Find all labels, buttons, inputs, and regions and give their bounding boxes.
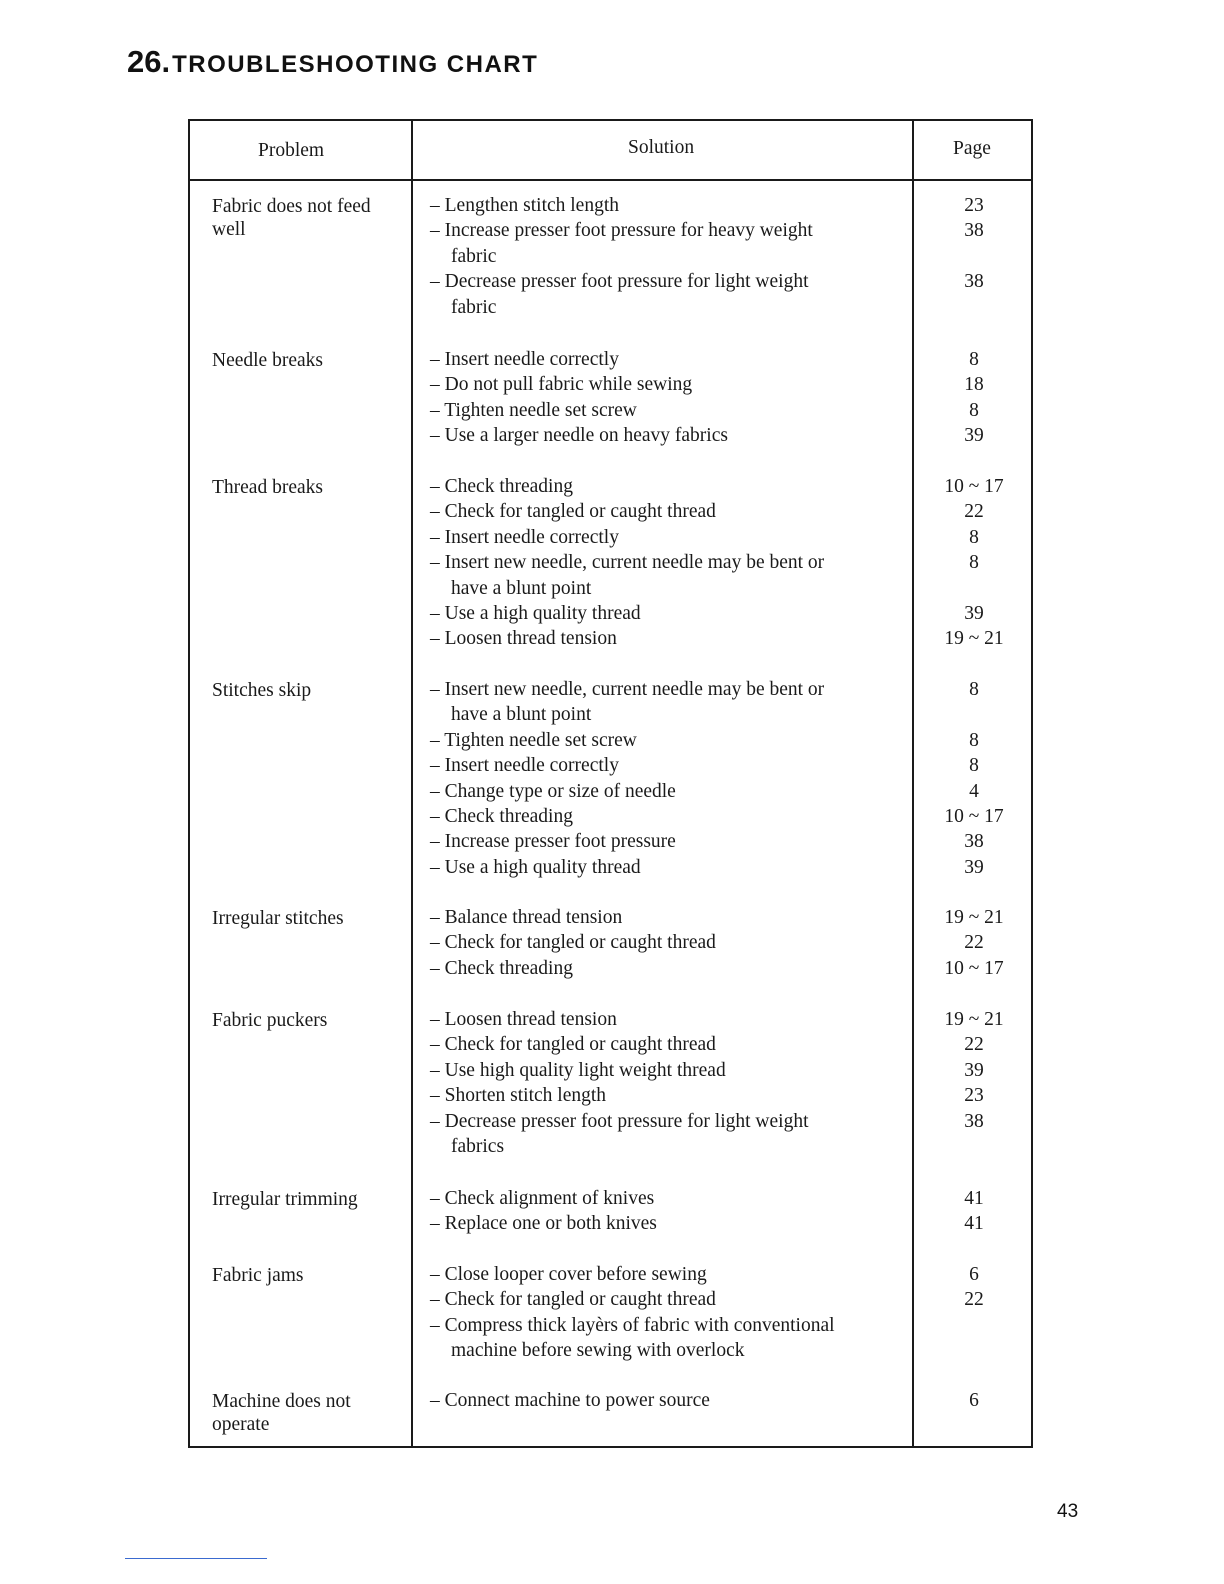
solution-line: machine before sewing with overlock: [451, 1340, 745, 1361]
solution-line: – Decrease presser foot pressure for light weight: [430, 1111, 809, 1132]
solution-line: – Use high quality light weight thread: [430, 1060, 726, 1081]
solution-line: – Decrease presser foot pressure for light weight: [430, 271, 809, 292]
problem-cell: Fabric does not feed well: [212, 196, 371, 240]
solution-line: – Check for tangled or caught thread: [430, 501, 716, 522]
footer-rule: [125, 1558, 267, 1559]
page-ref: 8: [969, 730, 979, 751]
solution-line: – Check threading: [430, 806, 573, 827]
solution-line: – Check for tangled or caught thread: [430, 1034, 716, 1055]
problem-cell: Fabric jams: [212, 1265, 304, 1286]
solution-line: – Use a high quality thread: [430, 857, 641, 878]
page-ref: 19 ~ 21: [944, 1009, 1004, 1030]
page-ref: 10 ~ 17: [944, 958, 1004, 979]
solution-line: – Insert new needle, current needle may be bent or: [430, 679, 825, 700]
section-heading: [127, 44, 538, 80]
solution-line: – Balance thread tension: [430, 907, 623, 928]
solution-line: – Connect machine to power source: [430, 1390, 710, 1411]
problem-cell: Fabric puckers: [212, 1010, 328, 1031]
solution-line: – Loosen thread tension: [430, 1009, 617, 1030]
page-ref: 8: [969, 679, 979, 700]
page-ref: 41: [964, 1213, 984, 1234]
page-ref: 8: [969, 552, 979, 573]
problem-cell: Irregular stitches: [212, 908, 344, 929]
solution-line: – Check for tangled or caught thread: [430, 932, 716, 953]
solution-line: – Replace one or both knives: [430, 1213, 657, 1234]
solution-line: – Insert needle correctly: [430, 349, 619, 370]
page-ref: 38: [964, 271, 984, 292]
page-ref: 41: [964, 1188, 984, 1209]
column-header-problem: Problem: [258, 140, 325, 161]
page-ref: 18: [964, 374, 984, 395]
solution-line: have a blunt point: [451, 578, 592, 599]
troubleshooting-table: [188, 119, 1033, 1448]
problem-cell: Machine does not operate: [212, 1391, 351, 1435]
solution-line: fabric: [451, 246, 497, 267]
solution-line: – Close looper cover before sewing: [430, 1264, 707, 1285]
page-ref: 10 ~ 17: [944, 476, 1004, 497]
page-ref: 39: [964, 1060, 984, 1081]
problem-cell: Stitches skip: [212, 680, 312, 701]
solution-line: – Change type or size of needle: [430, 781, 676, 802]
page-ref: 22: [964, 1034, 984, 1055]
solution-line: – Check for tangled or caught thread: [430, 1289, 716, 1310]
page-ref: 38: [964, 1111, 984, 1132]
solution-line: – Use a high quality thread: [430, 603, 641, 624]
page-ref: 19 ~ 21: [944, 907, 1004, 928]
page-ref: 39: [964, 425, 984, 446]
solution-line: – Do not pull fabric while sewing: [430, 374, 693, 395]
page-ref: 22: [964, 932, 984, 953]
column-header-page: Page: [953, 138, 991, 159]
solution-line: – Compress thick layèrs of fabric with conventional: [430, 1315, 835, 1336]
section-title: TROUBLESHOOTING CHART: [172, 51, 539, 78]
solution-line: fabrics: [451, 1136, 505, 1157]
solution-line: – Check threading: [430, 476, 573, 497]
page-ref: 39: [964, 857, 984, 878]
solution-line: – Tighten needle set screw: [430, 400, 637, 421]
page-ref: 8: [969, 527, 979, 548]
solution-line: – Tighten needle set screw: [430, 730, 637, 751]
page-ref: 19 ~ 21: [944, 628, 1004, 649]
solution-line: – Increase presser foot pressure: [430, 831, 676, 852]
solution-line: – Check threading: [430, 958, 573, 979]
column-divider: [411, 121, 413, 1446]
problem-cell: Thread breaks: [212, 477, 323, 498]
solution-line: – Increase presser foot pressure for heavy weight: [430, 220, 813, 241]
problem-cell: Needle breaks: [212, 350, 323, 371]
page-ref: 8: [969, 349, 979, 370]
page-ref: 6: [969, 1264, 979, 1285]
page-ref: 39: [964, 603, 984, 624]
page-ref: 8: [969, 400, 979, 421]
page-ref: 6: [969, 1390, 979, 1411]
solution-line: – Loosen thread tension: [430, 628, 617, 649]
header-divider: [190, 179, 1031, 181]
solution-line: – Insert new needle, current needle may be bent or: [430, 552, 825, 573]
solution-line: fabric: [451, 297, 497, 318]
page-ref: 23: [964, 1085, 984, 1106]
page-ref: 4: [969, 781, 979, 802]
solution-line: – Shorten stitch length: [430, 1085, 607, 1106]
page-ref: 8: [969, 755, 979, 776]
solution-line: – Use a larger needle on heavy fabrics: [430, 425, 728, 446]
column-header-solution: Solution: [628, 137, 695, 158]
solution-line: have a blunt point: [451, 704, 592, 725]
problem-cell: Irregular trimming: [212, 1189, 358, 1210]
solution-line: – Insert needle correctly: [430, 755, 619, 776]
page-ref: 23: [964, 195, 984, 216]
page-ref: 38: [964, 831, 984, 852]
section-number: 26.: [127, 44, 171, 79]
page-number: 43: [1057, 1501, 1079, 1522]
page-ref: 38: [964, 220, 984, 241]
page-ref: 22: [964, 501, 984, 522]
page-ref: 22: [964, 1289, 984, 1310]
page-ref: 10 ~ 17: [944, 806, 1004, 827]
solution-line: – Check alignment of knives: [430, 1188, 655, 1209]
solution-line: – Lengthen stitch length: [430, 195, 620, 216]
solution-line: – Insert needle correctly: [430, 527, 619, 548]
